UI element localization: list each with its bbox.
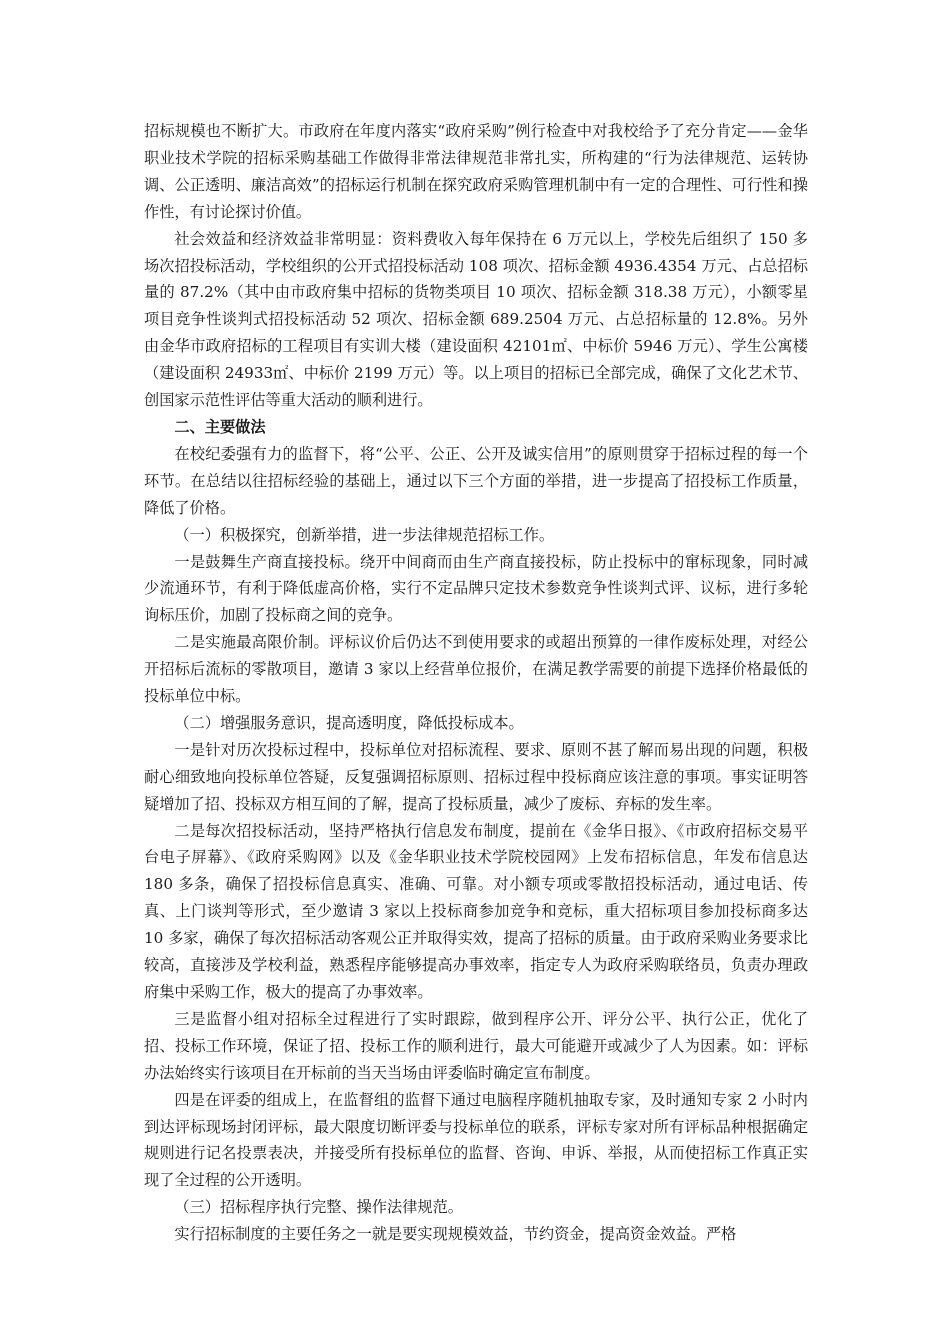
paragraph-point-1-2: 二是实施最高限价制。评标议价后仍达不到使用要求的或超出预算的一律作废标处理，对经公开招标后流标的零散项目，邀请 3 家以上经营单位报价，在满足教学需要的前提下选择价格最低的投标单位中标。 (144, 633, 808, 706)
paragraph-benefits: 社会效益和经济效益非常明显：资料费收入每年保持在 6 万元以上，学校先后组织了 150 多场次招投标活动，学校组织的公开式招投标活动 108 项次、招标金额 4936.4354 万元、占总招标量的 87.2%（其中由市政府集中招标的货物类项目 10 项次、招标金额 318.38 万元），小额零星项目竞争性谈判式招投标活动 52 项次、招标金额 689.2504 万元、占总招标量的 12.8%。另外由金华市政府招标的工程项目有实训大楼（建设面积 42101㎡、中标价 5946 万元）、学生公寓楼（建设面积 24933㎡、中标价 2199 万元）等。以上项目的招标已全部完成，确保了文化艺术节、创国家示范性评估等重大活动的顺利进行。 (144, 229, 808, 410)
document-page (144, 118, 808, 1248)
paragraph-overview: 在校纪委强有力的监督下，将“公平、公正、公开及诚实信用”的原则贯穿于招标过程的每一个环节。在总结以往招标经验的基础上，通过以下三个方面的举措，进一步提高了招投标工作质量，降低了价格。 (144, 444, 808, 517)
paragraph-point-2-3: 三是监督小组对招标全过程进行了实时跟踪，做到程序公开、评分公平、执行公正，优化了招、投标工作环境，保证了招、投标工作的顺利进行，最大可能避开或减少了人为因素。如：评标办法始终实行该项目在开标前的当天当场由评委临时确定宣布制度。 (144, 1009, 808, 1082)
subheading-2: （二）增强服务意识，提高透明度，降低投标成本。 (174, 713, 524, 732)
paragraph-point-2-2: 二是每次招投标活动，坚持严格执行信息发布制度，提前在《金华日报》、《市政府招标交易平台电子屏幕》、《政府采购网》以及《金华职业技术学院校园网》上发布招标信息，年发布信息达 180 多条，确保了招投标信息真实、准确、可靠。对小额专项或零散招投标活动，通过电话、传真、上门谈判等形式，至少邀请 3 家以上投标商参加竞争和竞标，重大招标项目参加投标商多达 10 多家，确保了每次招标活动客观公正并取得实效，提高了招标的质量。由于政府采购业务要求比较高，直接涉及学校利益，熟悉程序能够提高办事效率，指定专人为政府采购联络员，负责办理政府集中采购工作，极大的提高了办事效率。 (144, 821, 808, 1001)
paragraph-intro-continuation: 招标规模也不断扩大。市政府在年度内落实“政府采购”例行检查中对我校给予了充分肯定——金华职业技术学院的招标采购基础工作做得非常法律规范非常扎实，所构建的“行为法律规范、运转协调、公正透明、廉洁高效”的招标运行机制在探究政府采购管理机制中有一定的合理性、可行性和操作性，有讨论探讨价值。 (144, 122, 808, 221)
paragraph-point-2-1: 一是针对历次投标过程中，投标单位对招标流程、要求、原则不甚了解而易出现的问题，积极耐心细致地向投标单位答疑，反复强调招标原则、招标过程中投标商应该注意的事项。事实证明答疑增加了招、投标双方相互间的了解，提高了投标质量，减少了废标、弃标的发生率。 (144, 740, 808, 813)
paragraph-point-3-1: 实行招标制度的主要任务之一就是要实现规模效益，节约资金，提高资金效益。严格 (174, 1225, 737, 1244)
subheading-3: （三）招标程序执行完整、操作法律规范。 (174, 1198, 463, 1217)
subheading-1: （一）积极探究，创新举措，进一步法律规范招标工作。 (174, 525, 555, 544)
paragraph-point-1-1: 一是鼓舞生产商直接投标。绕开中间商而由生产商直接投标，防止投标中的窜标现象，同时减少流通环节，有利于降低虚高价格，实行不定品牌只定技术参数竞争性谈判式评、议标，进行多轮询标压价，加剧了投标商之间的竞争。 (144, 552, 808, 625)
paragraph-point-2-4: 四是在评委的组成上，在监督组的监督下通过电脑程序随机抽取专家，及时通知专家 2 小时内到达评标现场封闭评标，最大限度切断评委与投标单位的联系，评标专家对所有评标品种根据确定规则进行记名投票表决，并接受所有投标单位的监督、咨询、申诉、举报，从而使招标工作真正实现了全过程的公开透明。 (144, 1090, 808, 1190)
section-heading-main-practices: 二、主要做法 (174, 417, 266, 436)
